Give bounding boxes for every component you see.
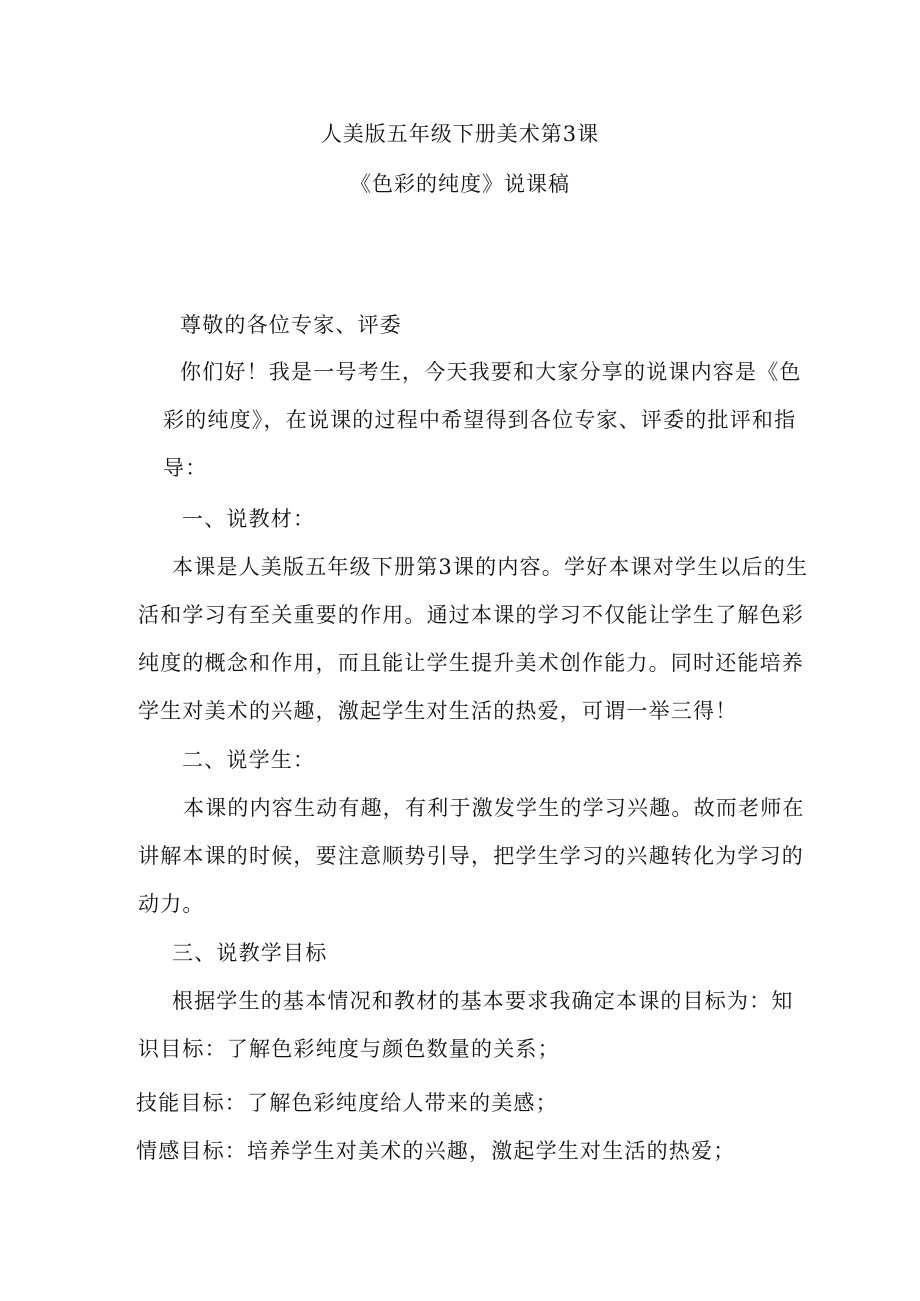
section1-line-2: 活和学习有至关重要的作用。通过本课的学习不仅能让学生了解色彩: [138, 603, 804, 627]
section2-line-2: 讲解本课的时候，要注意顺势引导，把学生学习的兴趣转化为学习的: [138, 844, 804, 868]
intro-line-3: 导：: [163, 456, 208, 480]
section3-heading: 三、说教学目标: [172, 941, 328, 965]
title-line-1: 人美版五年级下册美术第3课: [320, 122, 600, 146]
section3-line-1: 根据学生的基本情况和教材的基本要求我确定本课的目标为：知: [172, 989, 794, 1013]
title-line-2: 《色彩的纯度》说课稿: [350, 172, 570, 196]
section1-line-1: 本课是人美版五年级下册第3课的内容。学好本课对学生以后的生: [172, 555, 809, 579]
section3-line-2: 识目标：了解色彩纯度与颜色数量的关系；: [138, 1037, 560, 1061]
section1-heading: 一、说教材：: [182, 507, 316, 531]
intro-line-2: 彩的纯度》，在说课的过程中希望得到各位专家、评委的批评和指: [163, 408, 797, 432]
section3-line-4: 情感目标：培养学生对美术的兴趣，激起学生对生活的热爱；: [136, 1139, 736, 1163]
intro-line-1: 你们好！我是一号考生，今天我要和大家分享的说课内容是《色: [180, 360, 802, 384]
section1-line-3: 纯度的概念和作用，而且能让学生提升美术创作能力。同时还能培养: [138, 651, 804, 675]
section2-line-3: 动力。: [138, 892, 205, 916]
section2-line-1: 本课的内容生动有趣，有利于激发学生的学习兴趣。故而老师在: [183, 796, 805, 820]
section2-heading: 二、说学生：: [182, 748, 316, 772]
section1-line-4: 学生对美术的兴趣，激起学生对生活的热爱，可谓一举三得！: [138, 699, 738, 723]
section3-line-3: 技能目标：了解色彩纯度给人带来的美感；: [136, 1091, 558, 1115]
greeting: 尊敬的各位专家、评委: [180, 313, 402, 337]
